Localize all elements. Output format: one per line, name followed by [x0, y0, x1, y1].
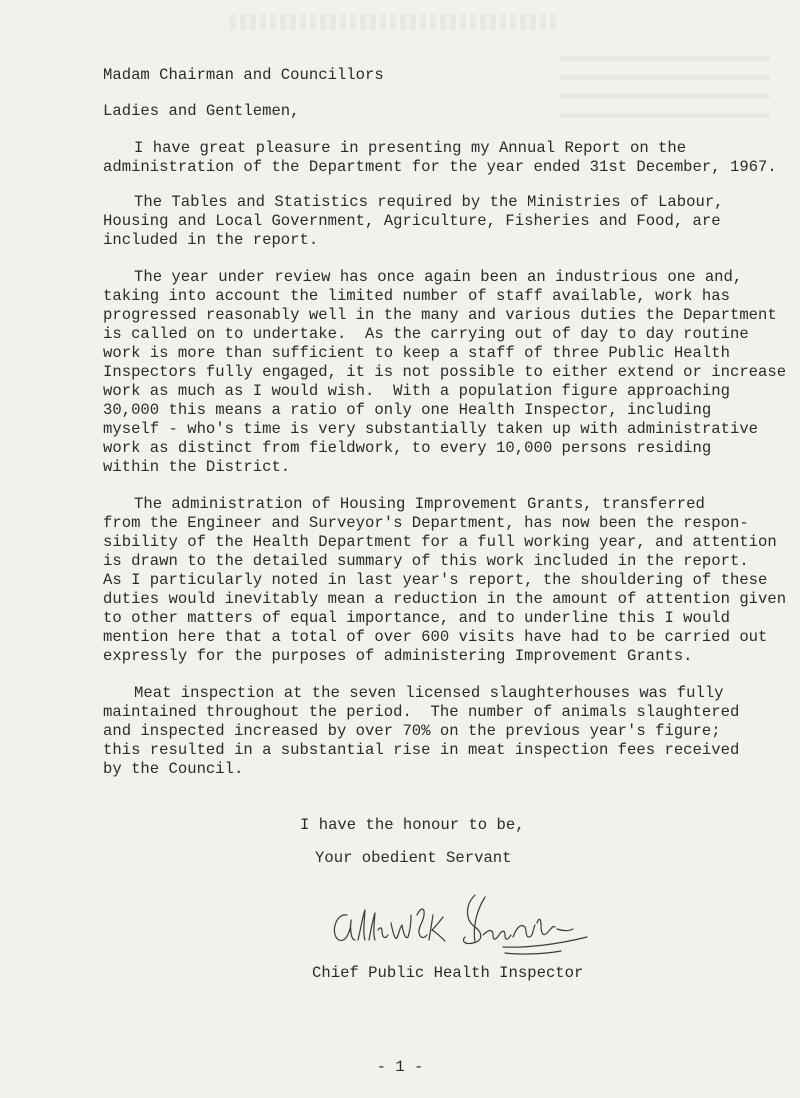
body-line: included in the report. [103, 231, 319, 249]
body-line: progressed reasonably well in the many and various duties the Department [103, 306, 777, 324]
salutation-greeting: Ladies and Gentlemen, [103, 102, 300, 120]
body-line: from the Engineer and Surveyor's Department, has now been the respon- [103, 514, 749, 532]
body-line: this resulted in a substantial rise in meat inspection fees received [103, 741, 740, 759]
body-line: within the District. [103, 458, 291, 476]
body-line: Housing and Local Government, Agriculture, Fisheries and Food, are [103, 212, 721, 230]
body-line: work as distinct from fieldwork, to every 10,000 persons residing [103, 439, 712, 457]
body-line: taking into account the limited number of staff available, work has [103, 287, 730, 305]
body-line: to other matters of equal importance, and to underline this I would [103, 609, 730, 627]
body-line: administration of the Department for the year ended 31st December, 1967. [103, 158, 777, 176]
body-line: The administration of Housing Improvement Grants, transferred [134, 495, 705, 513]
body-line: As I particularly noted in last year's report, the shouldering of these [103, 571, 768, 589]
closing-line: Your obedient Servant [315, 849, 512, 867]
page-number: - 1 - [376, 1058, 424, 1076]
body-line: Meat inspection at the seven licensed slaughterhouses was fully [134, 684, 724, 702]
body-line: The year under review has once again been an industrious one and, [134, 268, 743, 286]
body-line: 30,000 this means a ratio of only one Health Inspector, including [103, 401, 712, 419]
handwritten-signature [325, 885, 595, 965]
signatory-title: Chief Public Health Inspector [312, 964, 584, 982]
salutation-addressees: Madam Chairman and Councillors [103, 66, 384, 84]
body-line: is drawn to the detailed summary of this work included in the report. [103, 552, 749, 570]
body-line: myself - who's time is very substantially taken up with administrative [103, 420, 759, 438]
body-line: I have great pleasure in presenting my Annual Report on the [134, 139, 687, 157]
body-line: sibility of the Health Department for a full working year, and attention [103, 533, 777, 551]
body-line: Inspectors fully engaged, it is not possible to either extend or increase [103, 363, 787, 381]
body-line: mention here that a total of over 600 visits have had to be carried out [103, 628, 768, 646]
show-through-bleed [560, 48, 770, 118]
body-line: duties would inevitably mean a reduction in the amount of attention given [103, 590, 787, 608]
body-line: work as much as I would wish. With a population figure approaching [103, 382, 730, 400]
body-line: maintained throughout the period. The number of animals slaughtered [103, 703, 740, 721]
body-line: The Tables and Statistics required by the Ministries of Labour, [134, 193, 724, 211]
body-line: and inspected increased by over 70% on the previous year's figure; [103, 722, 721, 740]
closing-line: I have the honour to be, [300, 816, 525, 834]
body-line: expressly for the purposes of administering Improvement Grants. [103, 647, 693, 665]
body-line: work is more than sufficient to keep a staff of three Public Health [103, 344, 730, 362]
show-through-bleed [230, 14, 560, 30]
body-line: by the Council. [103, 760, 244, 778]
body-line: is called on to undertake. As the carrying out of day to day routine [103, 325, 749, 343]
